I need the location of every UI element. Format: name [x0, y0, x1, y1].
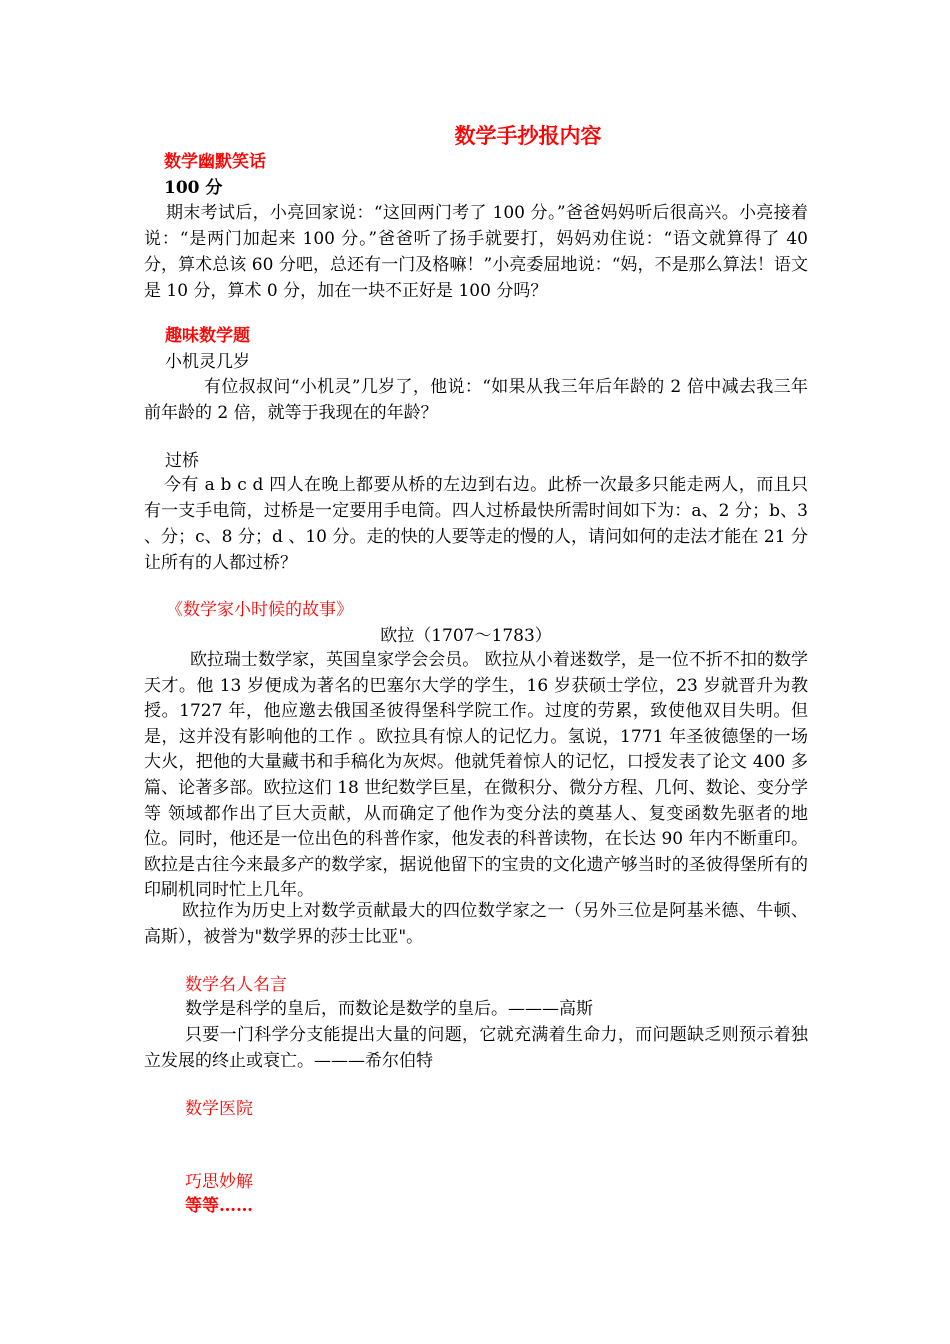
puzzles-heading: 趣味数学题 — [165, 326, 250, 346]
quotes-heading: 数学名人名言 — [185, 975, 287, 995]
quote-2: 只要一门科学分支能提出大量的问题，它就充满着生命力，而问题缺乏则预示着独立发展的终止或衰亡。———希尔伯特 — [144, 1025, 808, 1071]
puzzle-1-title: 小机灵几岁 — [165, 352, 250, 372]
clever-heading: 巧思妙解 — [185, 1172, 253, 1192]
hospital-heading: 数学医院 — [185, 1099, 253, 1119]
story-subtitle: 欧拉（1707～1783） — [380, 626, 552, 646]
puzzle-2-title: 过桥 — [165, 451, 199, 471]
jokes-heading: 数学幽默笑话 — [164, 152, 266, 172]
story-paragraph-2: 欧拉作为历史上对数学贡献最大的四位数学家之一（另外三位是阿基米德、牛顿、高斯），被誉为"数学界的莎士比亚"。 — [144, 901, 808, 947]
story-paragraph-1: 欧拉瑞士数学家，英国皇家学会会员。 欧拉从小着迷数学，是一位不折不扣的数学天才。他 13 岁便成为著名的巴塞尔大学的学生，16 岁获硕士学位，23 岁就晋升为教授。1727 年，他应邀去俄国圣彼得堡科学院工作。过度的劳累，致使他双目失明。但是，这并没有影响他的工作 。欧拉具有惊人的记忆力。氢说，1771 年圣彼德堡的一场大火，把他的大量藏书和手稿化为灰烬。他就凭着惊人的记忆，口授发表了论文 400 多篇、论著多部。欧拉这们 18 世纪数学巨星，在微积分、微分方程、几何、数论、变分学等 领域都作出了巨大贡献，从而确定了他作为变分法的奠基人、复变函数先驱者的地位。同时，他还是一位出色的科普作家，他发表的科普读物，在长达 90 年内不断重印。欧拉是古往今来最多产的数学家，据说他留下的宝贵的文化遗产够当时的圣彼得堡所有的印刷机同时忙上几年。 — [144, 650, 808, 901]
clever-etc: 等等…… — [185, 1196, 253, 1216]
jokes-body: 期末考试后，小亮回家说：“这回两门考了 100 分。”爸爸妈妈听后很高兴。小亮接着说：“是两门加起来 100 分。”爸爸听了扬手就要打，妈妈劝住说：“语文就算得了 40 分，算术总该 60 分吧，总还有一门及格嘛！”小亮委屈地说：“妈，不是那么算法！语文是 10 分，算术 0 分，加在一块不正好是 100 分吗？ — [144, 203, 808, 301]
page-title: 数学手抄报内容 — [454, 123, 602, 148]
puzzle-1-body: 有位叔叔问“小机灵”几岁了，他说：“如果从我三年后年龄的 2 倍中减去我三年前年龄的 2 倍，就等于我现在的年龄？ — [144, 377, 808, 423]
puzzle-2-body: 今有 a b c d 四人在晚上都要从桥的左边到右边。此桥一次最多只能走两人，而且只有一支手电筒，过桥是一定要用手电筒。四人过桥最快所需时间如下为：a、2 分；b、3 、分；c、8 分；d 、10 分。走的快的人要等走的慢的人，请问如何的走法才能在 21 分 让所有的人都过桥？ — [144, 475, 808, 573]
quote-1: 数学是科学的皇后，而数论是数学的皇后。———高斯 — [185, 999, 593, 1019]
story-heading: 《数学家小时候的故事》 — [166, 600, 353, 620]
jokes-subtitle: 100 分 — [164, 178, 223, 198]
